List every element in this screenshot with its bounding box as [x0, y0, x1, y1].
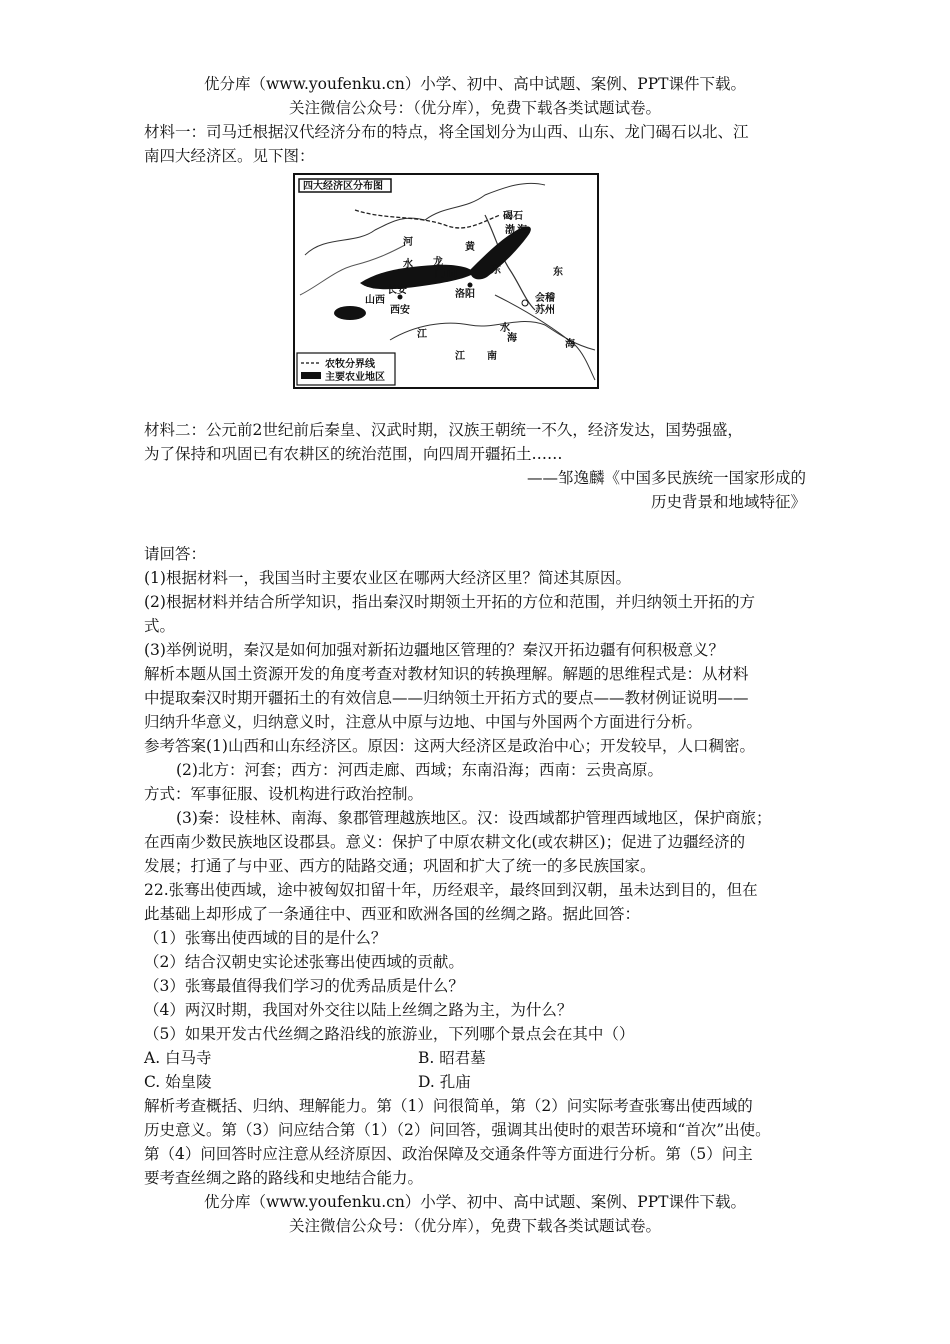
map-label-shui-1: 水 [403, 259, 413, 270]
legend-farm-text: 主要农业地区 [325, 372, 385, 383]
map-label-he: 河 [403, 237, 413, 248]
material1-line-2: 南四大经济区。见下图： [144, 147, 315, 165]
answer-3-line-1: (3)秦：设桂林、南海、象郡管理越族地区。汉：设西域都护管理西域地区，保护商旅； [176, 809, 772, 827]
material2-line-2: 为了保持和巩固已有农耕区的统治范围，向四周开疆拓土…… [144, 445, 563, 463]
map-label-dong-2: 东 [553, 267, 563, 278]
map-title: 四大经济区分布图 [303, 181, 383, 192]
analysis-line-2: 中提取秦汉时期开疆拓土的有效信息——归纳领土开拓方式的要点——教材例证说明—— [144, 689, 749, 707]
map-label-dong-1: 东 [491, 265, 501, 276]
material2-line-1: 材料二：公元前2世纪前后秦皇、汉武时期，汉族王朝统一不久，经济发达，国势强盛， [144, 421, 743, 439]
header-line-2: 关注微信公众号：（优分库），免费下载各类试题试卷。 [288, 99, 661, 117]
map-label-jiang-2: 江 [455, 351, 465, 362]
map-label-hai-2: 海 [565, 339, 575, 350]
q22-stem-line-2: 此基础上却形成了一条通往中、西亚和欧洲各国的丝绸之路。据此回答： [144, 905, 641, 923]
q22-option-b: B. 昭君墓 [418, 1049, 486, 1067]
q22-analysis-line-3: 第（4）问回答时应注意从经济原因、政治保障及交通条件等方面进行分析。第（5）问主 [144, 1145, 753, 1163]
q22-sub-5: （5）如果开发古代丝绸之路沿线的旅游业，下列哪个景点会在其中（） [144, 1025, 635, 1043]
map-label-men: 门 [435, 269, 445, 280]
q22-option-c: C. 始皇陵 [144, 1073, 212, 1091]
map-label-kuaiji: 会稽 [535, 293, 555, 304]
question-2-line-2: 式。 [144, 617, 176, 635]
farm-region-guanzhong [360, 265, 475, 289]
map-label-jieshi: 碣石 [503, 211, 523, 222]
material2-source-1: ——邹逸麟《中国多民族统一国家形成的 [526, 469, 806, 487]
question-3: (3)举例说明，秦汉是如何加强对新拓边疆地区管理的？秦汉开拓边疆有何积极意义？ [144, 641, 724, 659]
kuaiji-dot [522, 300, 528, 306]
q22-analysis-line-4: 要考查丝绸之路的路线和史地结合能力。 [144, 1169, 424, 1187]
q22-stem-line-1: 22.张骞出使西域，途中被匈奴扣留十年，历经艰辛，最终回到汉朝，虽未达到目的，但在 [144, 881, 758, 899]
answer-2: (2)北方：河套；西方：河西走廊、西域；东南沿海；西南：云贵高原。 [176, 761, 663, 779]
luoyang-dot [468, 283, 473, 288]
map-label-changan: 长安 [387, 285, 407, 296]
map-label-shanxi: 山西 [365, 295, 385, 306]
q22-analysis-line-2: 历史意义。第（3）问应结合第（1）（2）问回答，强调其出使时的艰苦环境和“首次”出使。 [144, 1121, 771, 1139]
analysis-line-3: 归纳升华意义，归纳意义时，注意从中原与边地、中国与外国两个方面进行分析。 [144, 713, 703, 731]
map-label-luoyang: 洛阳 [455, 289, 475, 300]
map-label-huang: 黄 [465, 242, 475, 253]
header-line-1: 优分库（www.youfenku.cn）小学、初中、高中试题、案例、PPT课件下载。 [203, 75, 747, 93]
questions-intro: 请回答： [144, 545, 207, 563]
q22-sub-4: （4）两汉时期，我国对外交往以陆上丝绸之路为主，为什么？ [144, 1001, 573, 1019]
question-2-line-1: (2)根据材料并结合所学知识，指出秦汉时期领土开拓的方位和范围，并归纳领土开拓的方 [144, 593, 755, 611]
question-1: (1)根据材料一，我国当时主要农业区在哪两大经济区里？简述其原因。 [144, 569, 631, 587]
map-label-nan: 南 [487, 351, 497, 362]
map-label-jiang-1: 江 [417, 329, 427, 340]
q22-sub-3: （3）张骞最值得我们学习的优秀品质是什么？ [144, 977, 464, 995]
answer-3-line-3: 发展；打通了与中亚、西方的陆路交通；巩固和扩大了统一的多民族国家。 [144, 857, 656, 875]
material2-source-2: 历史背景和地域特征》 [650, 493, 806, 511]
map-label-shui-2: 水 [500, 323, 510, 334]
map-label-hai-1: 海 [517, 225, 527, 236]
footer-line-2: 关注微信公众号：（优分库），免费下载各类试题试卷。 [288, 1217, 661, 1235]
map-label-suzhou: 苏州 [535, 305, 555, 316]
q22-analysis-line-1: 解析考查概括、归纳、理解能力。第（1）问很简单，第（2）问实际考查张骞出使西域的 [144, 1097, 753, 1115]
legend-boundary-text: 农牧分界线 [325, 359, 375, 370]
map-label-long: 龙 [433, 257, 443, 268]
answer-3-line-2: 在西南少数民族地区设郡县。意义：保护了中原农耕文化(或农耕区)；促进了边疆经济的 [144, 833, 746, 851]
farm-pasture-boundary [355, 210, 500, 228]
footer-line-1: 优分库（www.youfenku.cn）小学、初中、高中试题、案例、PPT课件下载。 [203, 1193, 747, 1211]
map-label-shan: 山 [447, 269, 457, 280]
answer-1: 参考答案(1)山西和山东经济区。原因：这两大经济区是政治中心；开发较早，人口稠密。 [144, 737, 755, 755]
q22-sub-1: （1）张骞出使西域的目的是什么？ [144, 929, 387, 947]
material1-line-1: 材料一：司马迁根据汉代经济分布的特点，将全国划分为山西、山东、龙门碣石以北、江 [144, 123, 749, 141]
q22-option-d: D. 孔庙 [418, 1073, 471, 1091]
q22-option-a: A. 白马寺 [144, 1049, 212, 1067]
q22-sub-2: （2）结合汉朝史实论述张骞出使西域的贡献。 [144, 953, 464, 971]
economic-zones-map [293, 173, 599, 389]
map-label-bo: 渤 [505, 225, 515, 236]
answer-2-method: 方式：军事征服、设机构进行政治控制。 [144, 785, 424, 803]
farm-region-sichuan [334, 306, 366, 320]
analysis-line-1: 解析本题从国土资源开发的角度考查对教材知识的转换理解。解题的思维程式是：从材料 [144, 665, 749, 683]
map-label-xian: 西安 [390, 305, 410, 316]
map-label-hai-3: 海 [507, 333, 517, 344]
legend-farm-swatch [301, 372, 321, 379]
